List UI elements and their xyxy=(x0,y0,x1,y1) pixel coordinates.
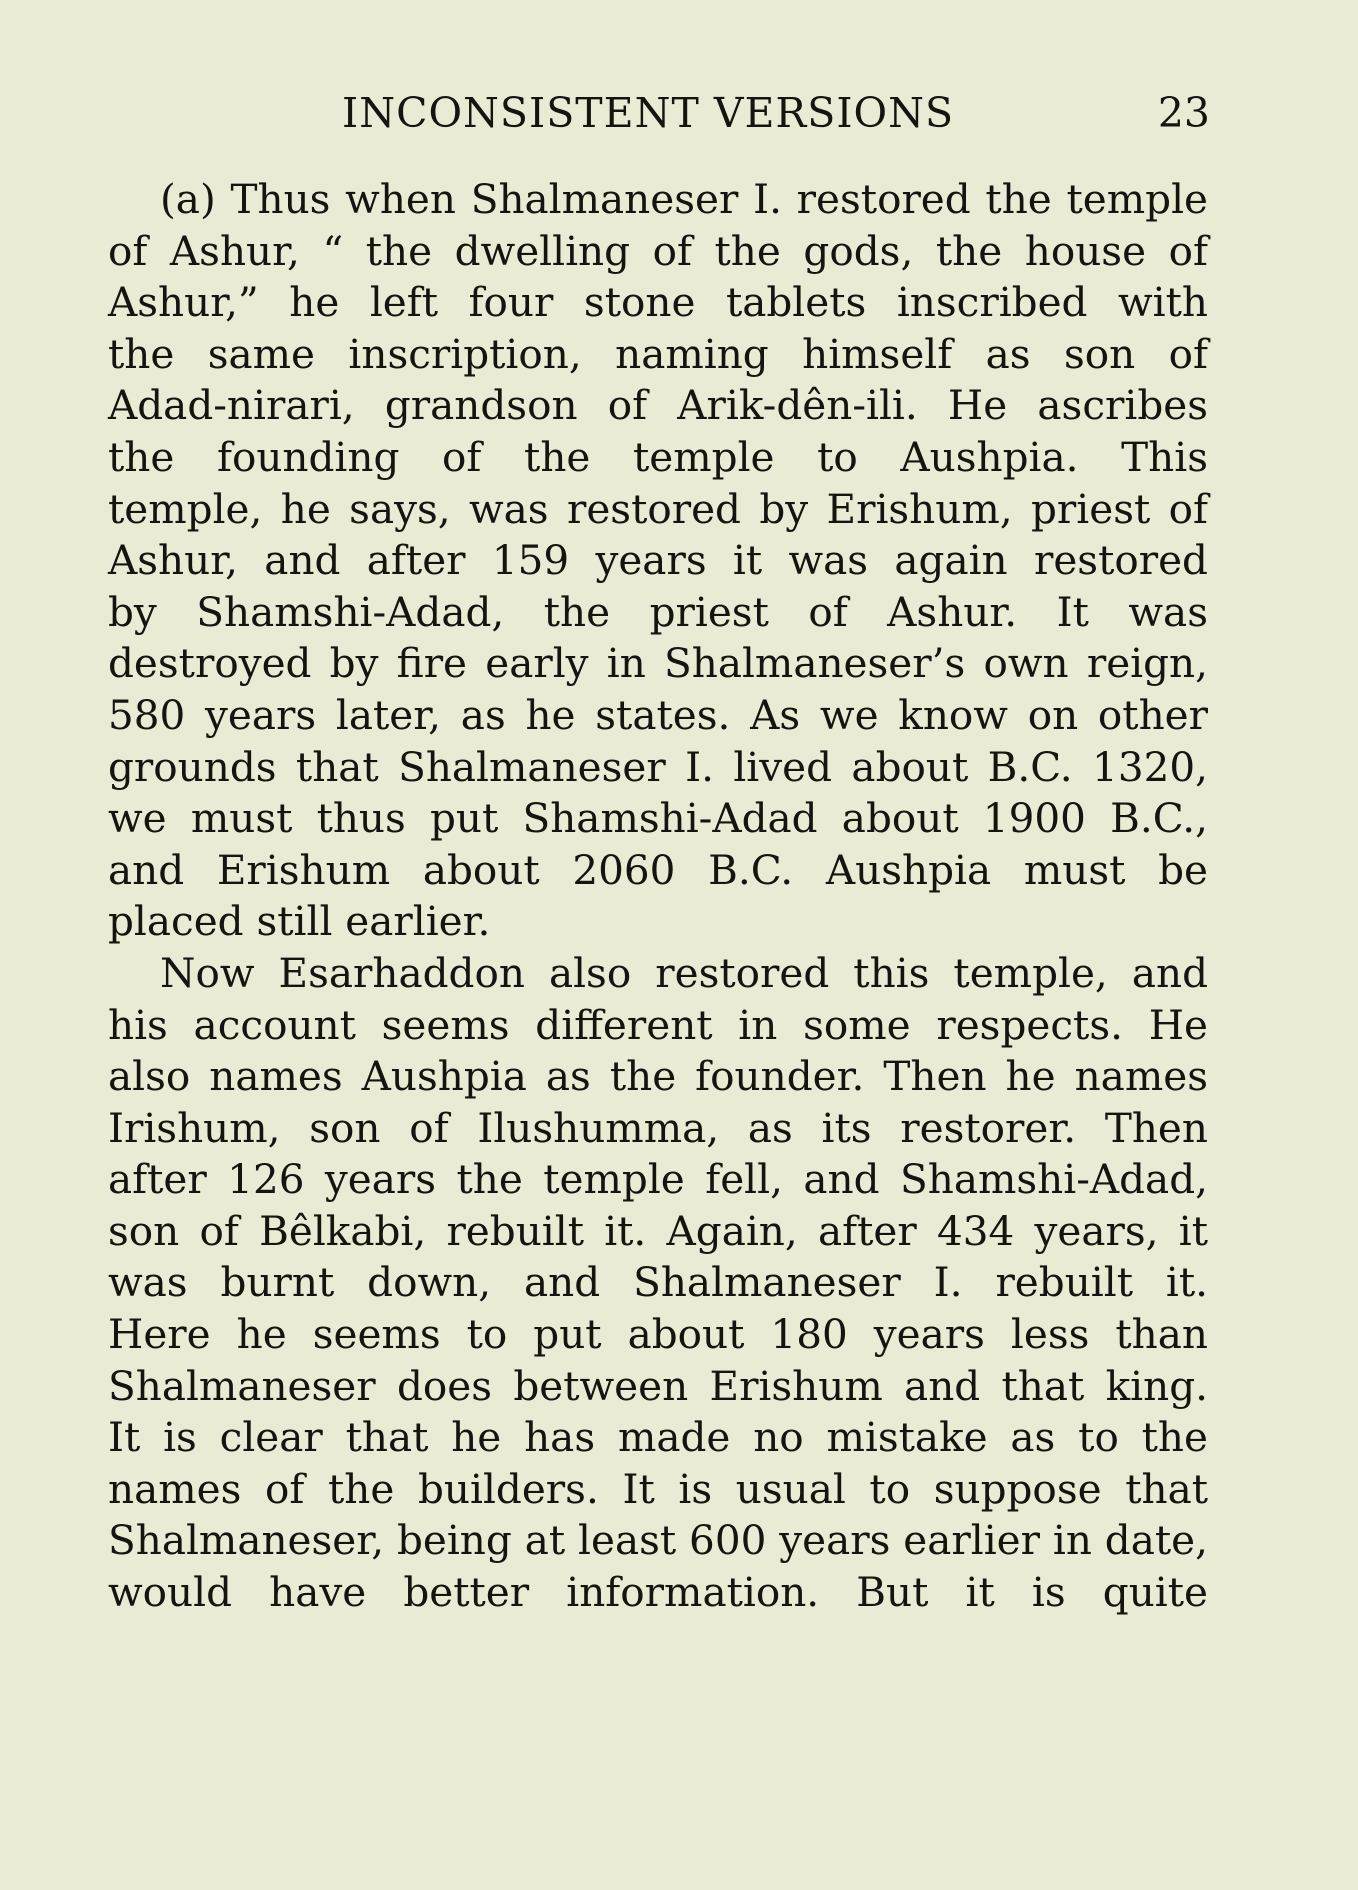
text-line: names of the builders. It is usual to suppose that xyxy=(108,1464,1208,1513)
paragraph-1 xyxy=(108,174,1208,948)
text-line: placed still earlier. xyxy=(108,897,491,946)
text-line: of Ashur, “ the dwelling of the gods, the house of xyxy=(108,226,1208,275)
text-line: after 126 years the temple fell, and Shamshi-Adad, xyxy=(108,1155,1208,1204)
text-line: (a) Thus when Shalmaneser I. restored the temple xyxy=(160,175,1208,223)
running-title: INCONSISTENT VERSIONS xyxy=(342,89,955,137)
text-line: Ashur,” he left four stone tablets inscribed with xyxy=(108,278,1208,327)
text-line: would have better information. But it is quite xyxy=(108,1568,1208,1617)
text-line: Here he seems to put about 180 years less than xyxy=(108,1310,1208,1359)
text-line: Shalmaneser, being at least 600 years earlier in date, xyxy=(108,1516,1208,1565)
text-line: also names Aushpia as the founder. Then he names xyxy=(108,1052,1208,1101)
running-head xyxy=(110,88,1210,138)
text-line: by Shamshi-Adad, the priest of Ashur. It was xyxy=(108,587,1208,636)
text-line: the founding of the temple to Aushpia. This xyxy=(108,432,1208,481)
text-line: Shalmaneser does between Erishum and that king. xyxy=(108,1361,1208,1410)
body-text xyxy=(108,174,1208,1619)
text-line: Irishum, son of Ilushumma, as its restorer. Then xyxy=(108,1103,1208,1152)
text-line: we must thus put Shamshi-Adad about 1900 B.C., xyxy=(108,794,1208,843)
text-line: grounds that Shalmaneser I. lived about B.C. 1320, xyxy=(108,742,1208,791)
text-line: was burnt down, and Shalmaneser I. rebuilt it. xyxy=(108,1258,1208,1307)
text-line: Adad-nirari, grandson of Arik-dên-ili. He ascribes xyxy=(108,381,1208,430)
text-line: destroyed by fire early in Shalmaneser’s own reign, xyxy=(108,639,1208,688)
text-line: It is clear that he has made no mistake as to the xyxy=(108,1413,1208,1462)
text-line: his account seems different in some respects. He xyxy=(108,1000,1208,1049)
text-line: and Erishum about 2060 B.C. Aushpia must be xyxy=(108,845,1208,894)
text-line: temple, he says, was restored by Erishum, priest of xyxy=(108,484,1208,533)
text-line: the same inscription, naming himself as son of xyxy=(108,329,1208,378)
text-line: Now Esarhaddon also restored this temple, and xyxy=(160,948,1208,997)
text-line: son of Bêlkabi, rebuilt it. Again, after 434 years, it xyxy=(108,1206,1208,1255)
paragraph-2 xyxy=(108,948,1208,1619)
page-number: 23 xyxy=(1157,89,1210,137)
text-line: 580 years later, as he states. As we know on other xyxy=(108,690,1208,739)
text-line: Ashur, and after 159 years it was again restored xyxy=(108,536,1208,585)
